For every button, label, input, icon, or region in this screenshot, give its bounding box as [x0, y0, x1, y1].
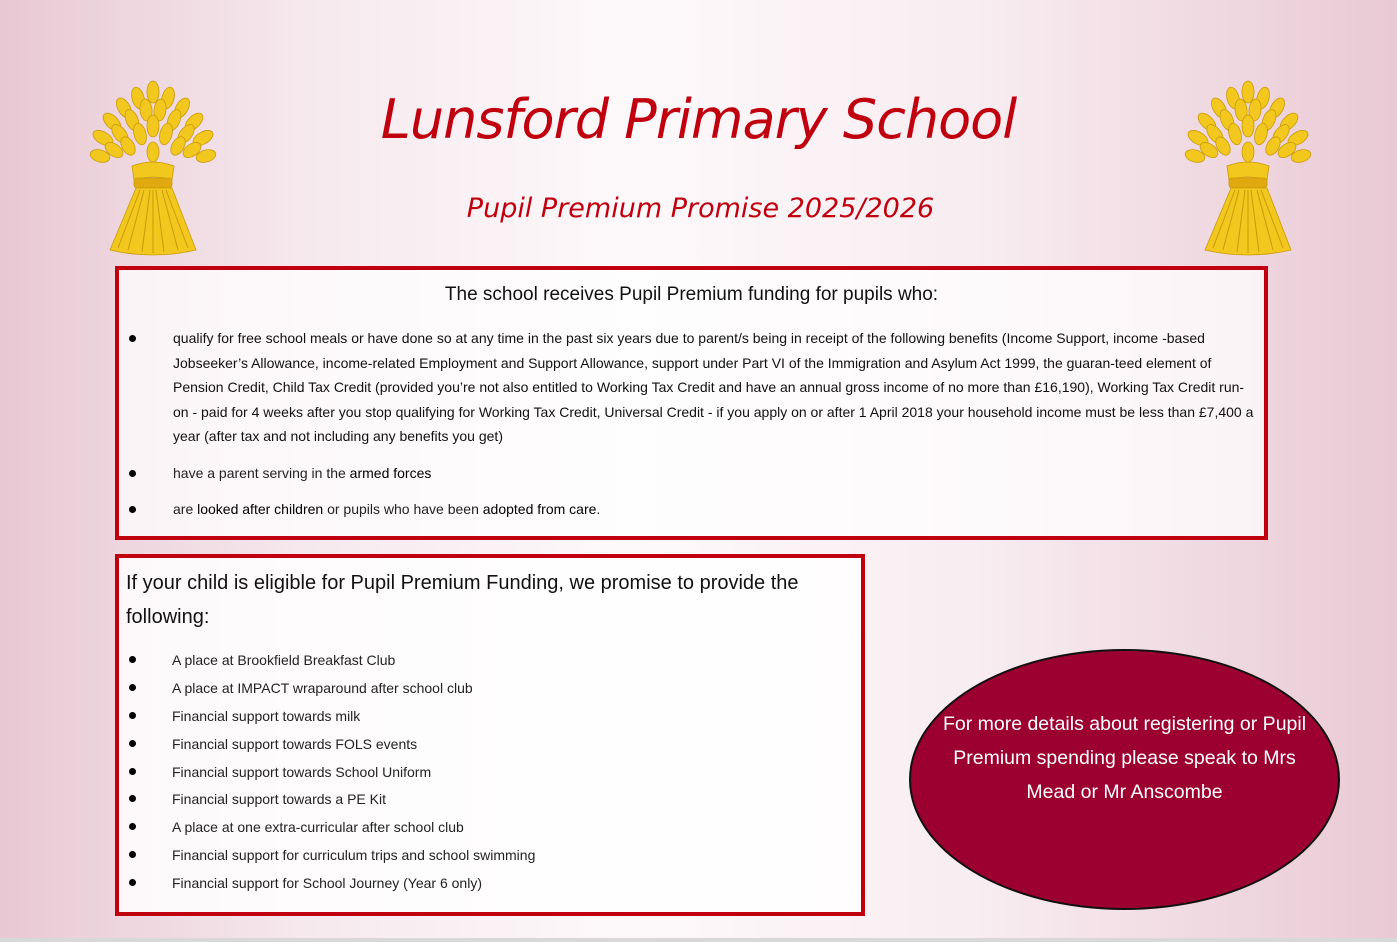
list-item: [119, 461, 1264, 486]
bullet-icon: [129, 684, 136, 691]
eligibility-item-text: are: [173, 501, 198, 517]
promise-box: [115, 554, 865, 916]
promise-heading: If your child is eligible for Pupil Premium Funding, we promise to provide the following:: [126, 572, 799, 628]
promise-item-text: A place at Brookfield Breakfast Club: [172, 652, 396, 668]
list-item: [119, 871, 861, 899]
bullet-icon: [129, 656, 136, 663]
list-item: [119, 704, 861, 732]
bullet-icon: [129, 470, 136, 477]
eligibility-item-emphasis: adopted from care: [482, 501, 597, 517]
list-item: [119, 815, 861, 843]
bullet-icon: [129, 335, 136, 342]
list-item: [119, 676, 861, 704]
promise-item-text: A place at IMPACT wraparound after school club: [172, 679, 473, 696]
bullet-icon: [129, 823, 136, 830]
bullet-icon: [129, 879, 136, 886]
eligibility-item-text: qualify for free school meals or have done so at any time in the past six years due to parent/s being in receipt of the following benefits (Income Support, income -based Jobseeker’s Allowance, income-related Employment and Support Allowance, support under Part VI of the Immigration and Asylum Act 1999, the guaran-teed element of Pension Credit, Child Tax Credit (provided you’re not also entitled to Working Tax Credit and have an annual gross income of no more than £16,190), Working Tax Credit run-on - paid for 4 weeks after you stop qualifying for Working Tax Credit, Universal Credit - if you apply on or after 1 April 2018 your household income must be less than £7,400 a year (after tax and not including any benefits you get): [173, 330, 1254, 444]
promise-item-text: Financial support towards School Uniform: [172, 763, 432, 780]
promise-item-text: Financial support for School Journey (Year 6 only): [172, 875, 482, 892]
contact-text: For more details about registering or Pupil Premium spending please speak to Mrs Mead or Mr Anscombe: [942, 713, 1307, 803]
list-item: [119, 760, 861, 788]
eligibility-item-emphasis: looked after children: [197, 501, 324, 517]
bullet-icon: [129, 740, 136, 747]
list-item: [119, 648, 861, 676]
eligibility-item-text: or pupils who have been: [323, 501, 483, 517]
eligibility-item-text: have a parent serving in the: [173, 464, 350, 481]
promise-item-text: Financial support for curriculum trips and school swimming: [172, 847, 536, 864]
list-item: [119, 843, 861, 871]
page-title: Lunsford Primary School: [380, 88, 1017, 151]
list-item: [119, 326, 1264, 449]
list-item: [119, 497, 1264, 522]
promise-item-text: Financial support towards a PE Kit: [172, 791, 386, 808]
promise-item-text: Financial support towards FOLS events: [172, 735, 418, 752]
page-subtitle: Pupil Premium Promise 2025/2026: [466, 193, 935, 224]
bullet-icon: [129, 768, 136, 775]
list-item: [119, 732, 861, 760]
eligibility-item-text: .: [596, 501, 601, 517]
eligibility-heading: The school receives Pupil Premium funding for pupils who:: [444, 284, 939, 305]
promise-list: [119, 648, 861, 899]
promise-item-text: A place at one extra-curricular after school club: [172, 819, 464, 836]
bullet-icon: [129, 851, 136, 858]
promise-item-text: Financial support towards milk: [172, 707, 361, 724]
bullet-icon: [129, 795, 136, 802]
eligibility-list: [119, 326, 1264, 534]
eligibility-item-emphasis: armed forces: [349, 464, 432, 481]
list-item: [119, 787, 861, 815]
bullet-icon: [129, 712, 136, 719]
contact-callout: [909, 649, 1340, 910]
bullet-icon: [129, 506, 136, 513]
eligibility-box: [115, 266, 1268, 540]
page-divider: [0, 938, 1397, 942]
